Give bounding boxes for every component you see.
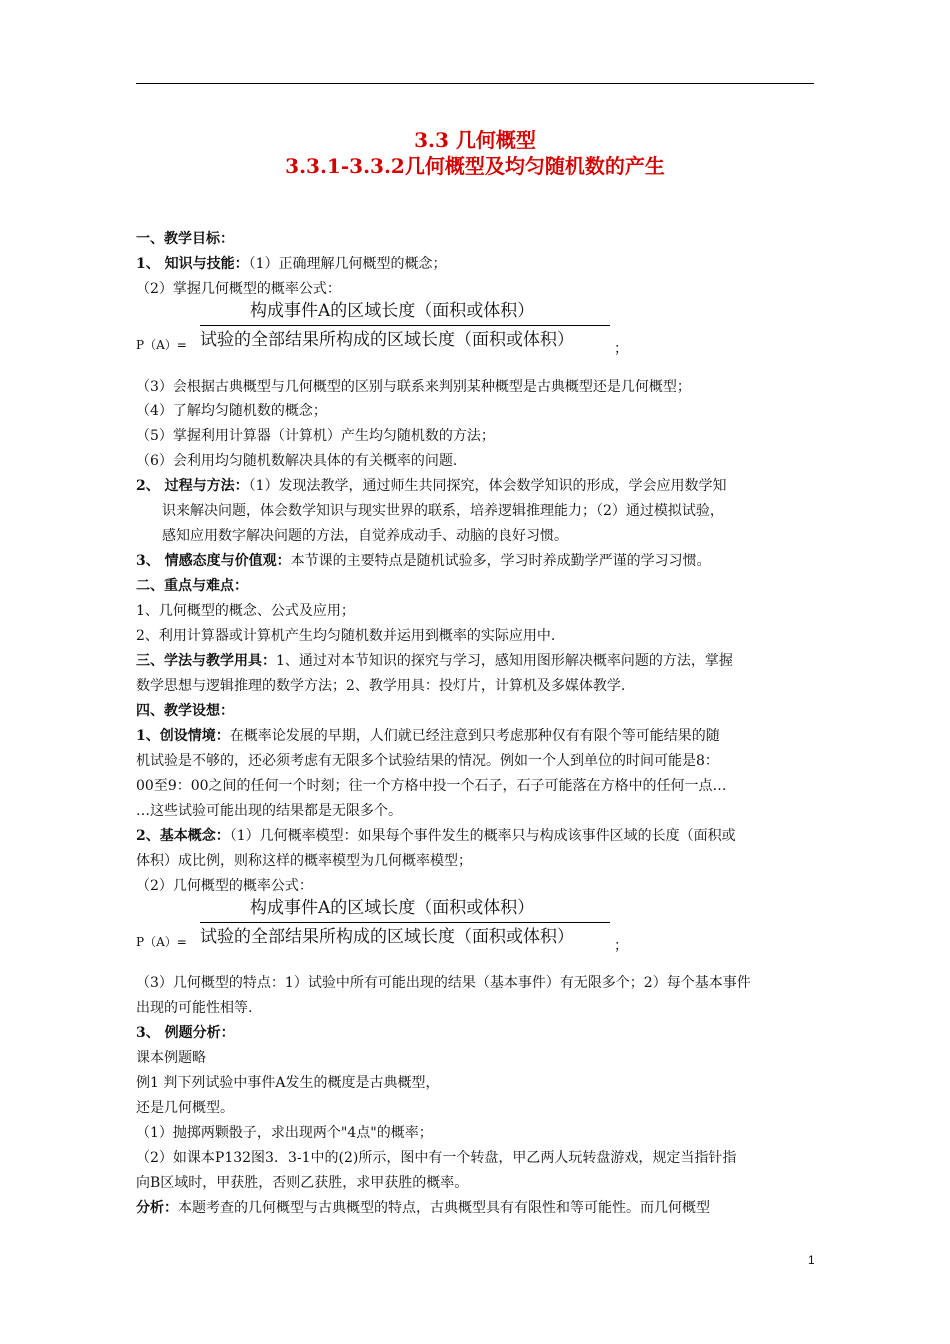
header-rule [136,83,814,84]
section4-heading: 四、教学设想： [136,703,234,719]
formula1-numerator: 构成事件A的区域长度（面积或体积） [250,301,535,321]
analysis-label: 分析： [136,1200,178,1216]
goal3 [136,551,711,571]
title-line1: 3.3 几何概型 [414,128,536,152]
goal2-text3: 感知应用数字解决问题的方法，自觉养成动手、动脑的良好习惯。 [162,528,568,544]
formula2-end: ； [614,938,628,954]
page-number: 1 [808,1253,815,1267]
concept-label: 2、基本概念： [136,828,230,844]
example1-item2a: （2）如课本P132图3．3-1中的(2)所示，图中有一个转盘，甲乙两人玩转盘游戏，规定当指针指 [136,1150,737,1166]
goal1-item5: （5）掌握利用计算器（计算机）产生均匀随机数的方法； [136,428,495,444]
concept-item3a: （3）几何概型的特点：1）试验中所有可能出现的结果（基本事件）有无限多个；2）每个基本事件 [136,975,751,991]
goal1-item2: （2）掌握几何概型的概率公式： [136,281,341,297]
scenario1-text4: …这些试验可能出现的结果都是无限多个。 [136,803,402,819]
goal3-label: 3、 情感态度与价值观： [136,553,291,569]
section2-heading: 二、重点与难点： [136,578,248,594]
section3 [136,651,733,671]
concept-text2: 体积）成比例，则称这样的概率模型为几何概率模型； [136,853,472,869]
example1-line1: 例1 判下列试验中事件A发生的概度是古典概型， [136,1075,440,1091]
goal1-item4: （4）了解均匀随机数的概念； [136,403,327,419]
examples-heading: 3、 例题分析： [136,1025,235,1041]
scenario1-text2: 机试验是不够的，还必须考虑有无限多个试验结果的情况。例如一个人到单位的时间可能是8： [136,753,719,769]
key-point2: 2、利用计算器或计算机产生均匀随机数并运用到概率的实际应用中. [136,628,556,644]
section3-label: 三、学法与教学用具： [136,653,276,669]
formula2-pa: P（A）= [136,935,187,949]
goal1-label: 1、 知识与技能： [136,256,249,272]
key-point1: 1、几何概型的概念、公式及应用； [136,603,355,619]
example1-item2b: 向B区域时，甲获胜，否则乙获胜，求甲获胜的概率。 [136,1175,469,1191]
example-note: 课本例题略 [136,1050,206,1066]
section3-text1: 1、通过对本节知识的探究与学习，感知用图形解决概率问题的方法，掌握 [276,653,733,669]
goal2-text2: 识来解决问题，体会数学知识与现实世界的联系，培养逻辑推理能力；（2）通过模拟试验， [162,503,724,519]
scenario1-text3: 00至9：00之间的任何一个时刻；往一个方格中投一个石子，石子可能落在方格中的任何一点… [136,778,727,794]
analysis-text: 本题考查的几何概型与古典概型的特点，古典概型具有有限性和等可能性。而几何概型 [178,1200,710,1216]
scenario1 [136,726,720,746]
goal2-label: 2、 过程与方法： [136,478,249,494]
formula2-bar [200,922,610,923]
title-line2: 3.3.1-3.3.2几何概型及均匀随机数的产生 [285,154,665,178]
goal2-text1: （1）发现法教学，通过师生共同探究，体会数学知识的形成，学会应用数学知 [248,478,727,494]
scenario1-text1: 在概率论发展的早期，人们就已经注意到只考虑那种仅有有限个等可能结果的随 [229,728,720,744]
formula1-denominator: 试验的全部结果所构成的区域长度（面积或体积） [200,330,574,350]
goal1 [136,254,447,274]
scenario1-label: 1、创设情境： [136,728,230,744]
goal1-item3: （3）会根据古典概型与几何概型的区别与联系来判别某种概型是古典概型还是几何概型； [136,379,691,395]
example1-item1: （1）抛掷两颗骰子，求出现两个"4点"的概率； [136,1125,433,1141]
formula2-numerator: 构成事件A的区域长度（面积或体积） [250,898,535,918]
concept [136,826,736,846]
example1-line2: 还是几何概型。 [136,1100,234,1116]
formula1-pa: P（A）= [136,338,187,352]
goal1-text: （1）正确理解几何概型的概念； [248,256,447,272]
formula1-end: ； [614,341,628,357]
formula1-bar [200,325,610,326]
goal2 [136,476,727,496]
concept-item2: （2）几何概型的概率公式： [136,878,313,894]
section3-text2: 数学思想与逻辑推理的数学方法；2、教学用具：投灯片，计算机及多媒体教学. [136,678,626,694]
goal1-item6: （6）会利用均匀随机数解决具体的有关概率的问题. [136,453,458,469]
analysis [136,1198,710,1218]
section1-heading: 一、教学目标： [136,231,234,247]
formula2-denominator: 试验的全部结果所构成的区域长度（面积或体积） [200,927,574,947]
goal3-text: 本节课的主要特点是随机试验多，学习时养成勤学严谨的学习习惯。 [290,553,711,569]
concept-item3b: 出现的可能性相等. [136,1000,253,1016]
concept-text1: （1）几何概率模型：如果每个事件发生的概率只与构成该事件区域的长度（面积或 [229,828,736,844]
